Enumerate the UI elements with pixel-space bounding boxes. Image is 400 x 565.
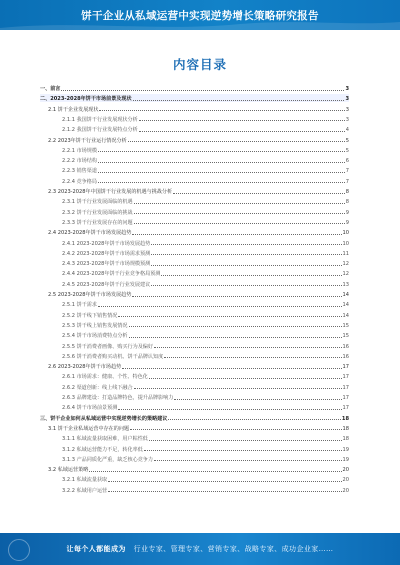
toc-leader-dots [151, 265, 341, 266]
toc-entry[interactable] [62, 486, 349, 494]
toc-entry-page: 20 [342, 487, 349, 494]
toc-entry-label: 2.3.1 饼干行业发展面临的机遇 [62, 199, 133, 206]
toc-entry-page: 16 [342, 353, 349, 360]
toc-entry-label: 2.6.2 渠道创新：线上线下融合 [62, 384, 133, 391]
toc-entry-page: 17 [342, 395, 349, 401]
toc-entry-page: 9 [345, 219, 349, 226]
toc-entry-page: 14 [342, 312, 349, 319]
toc-entry-page: 6 [345, 158, 349, 165]
toc-entry-label: 二、2023-2028年饼干市场前景及现状 [40, 96, 132, 103]
toc-leader-dots [118, 316, 341, 317]
toc-entry[interactable] [48, 136, 349, 144]
toc-entry-label: 3.2.2 私域用户运营 [62, 487, 108, 494]
toc-entry-label: 2.6.1 市场需求：健康、个性、特色化 [62, 374, 148, 381]
toc-entry[interactable] [48, 105, 349, 113]
toc-leader-dots [134, 223, 345, 224]
toc-leader-dots [134, 388, 342, 389]
toc-entry[interactable] [62, 239, 349, 247]
toc-entry-label: 三、饼干企业如何从私域运营中实现逆势增长的策略建议 [40, 415, 168, 422]
toc-leader-dots [134, 213, 345, 214]
toc-leader-dots [99, 110, 344, 111]
toc-leader-dots [130, 429, 341, 430]
toc-leader-dots [118, 409, 341, 410]
toc-entry[interactable] [62, 197, 349, 205]
toc-entry-page: 15 [342, 322, 349, 329]
toc-entry[interactable] [62, 434, 349, 442]
toc-leader-dots [89, 471, 341, 472]
toc-entry-page: 14 [342, 292, 349, 298]
toc-entry-label: 2.6 2023-2028年饼干市场趋势 [48, 364, 122, 371]
toc-entry-page: 18 [342, 436, 349, 443]
toc-leader-dots [98, 172, 345, 173]
toc-entry-label: 3.1.3 产品同质化严重，缺乏核心竞争力 [62, 456, 153, 463]
toc-entry-page: 20 [342, 467, 349, 474]
toc-entry-page: 17 [342, 364, 349, 371]
toc-entry[interactable] [62, 331, 349, 339]
toc-entry-label: 2.4 2023-2028年饼干市场发展趋势 [48, 230, 132, 237]
toc-entry[interactable] [48, 465, 349, 473]
toc-leader-dots [161, 275, 341, 276]
toc-leader-dots [133, 100, 345, 101]
toc-entry-page: 8 [345, 189, 349, 195]
toc-entry-page: 12 [342, 271, 349, 278]
toc-leader-dots [139, 131, 345, 132]
toc-entry-label: 3.1.2 私域运营能力不足，转化率低 [62, 446, 143, 453]
toc-leader-dots [139, 120, 345, 121]
footer-slogan-roles: 行业专家、管理专家、营销专家、战略专家、成功企业家…… [133, 545, 334, 553]
toc-entry-page: 7 [345, 168, 349, 175]
toc-leader-dots [154, 460, 342, 461]
toc-entry-label: 2.4.2 2023-2028年饼干市场需求预测 [62, 250, 151, 257]
toc-entry[interactable] [48, 362, 349, 370]
toc-entry-label: 一、前言 [40, 86, 61, 92]
toc-entry[interactable] [62, 218, 349, 226]
toc-leader-dots [149, 378, 342, 379]
toc-entry-label: 3.1.1 私域流量获取困难，用户粘性低 [62, 436, 148, 443]
toc-entry[interactable] [62, 146, 349, 154]
toc-leader-dots [98, 162, 345, 163]
toc-entry-label: 2.3.2 饼干行业发展面临的挑战 [62, 209, 133, 216]
toc-entry[interactable] [62, 259, 349, 267]
toc-leader-dots [149, 440, 342, 441]
toc-entry[interactable] [40, 84, 349, 92]
toc-entry-label: 2.1 饼干企业发展现状 [48, 106, 99, 113]
toc-entry[interactable] [62, 352, 349, 360]
toc-entry[interactable] [40, 94, 349, 102]
toc-entry-page: 10 [342, 230, 349, 237]
toc-entry-page: 19 [342, 456, 349, 463]
toc-leader-dots [132, 234, 341, 235]
toc-entry-page: 19 [342, 446, 349, 453]
toc-entry-label: 3.1 饼干企业私域运营中存在的问题 [48, 425, 130, 432]
toc-leader-dots [134, 203, 345, 204]
toc-entry[interactable] [62, 445, 349, 453]
toc-entry[interactable] [62, 383, 349, 391]
toc-entry[interactable] [62, 249, 349, 257]
toc-entry-label: 2.3 2023-2028年中国饼干行业发展的机遇与挑战分析 [48, 189, 173, 195]
toc-entry[interactable] [62, 321, 349, 329]
toc-leader-dots [61, 90, 344, 91]
toc-entry-page: 10 [342, 240, 349, 247]
toc-entry[interactable] [62, 311, 349, 319]
toc-entry[interactable] [62, 115, 349, 123]
toc-entry-label: 2.4.4 2023-2028年饼干行业竞争格局预测 [62, 271, 161, 278]
toc-entry-page: 15 [342, 333, 349, 340]
toc-entry-label: 2.6.3 品牌建设：打造品牌特色，提升品牌影响力 [62, 395, 174, 401]
toc-leader-dots [108, 481, 341, 482]
toc-leader-dots [151, 244, 341, 245]
toc-entry-page: 17 [342, 384, 349, 391]
toc-leader-dots [132, 296, 341, 297]
toc-entry-page: 7 [345, 178, 349, 185]
toc-entry-page: 3 [345, 116, 349, 123]
toc-entry[interactable] [62, 156, 349, 164]
toc-entry-page: 9 [345, 209, 349, 216]
toc-entry-label: 2.5.5 饼干消费者画像、购买行为及偏好 [62, 343, 153, 350]
toc-entry-label: 2.1.1 我国饼干行业发展现状分析 [62, 116, 138, 123]
toc-entry-label: 3.2 私域运营策略 [48, 467, 89, 474]
toc-entry[interactable] [48, 424, 349, 432]
toc-entry-page: 18 [341, 415, 349, 422]
toc-entry-page: 5 [345, 137, 349, 144]
toc-entry-page: 17 [342, 374, 349, 381]
toc-entry-label: 2.5 2023-2028年饼干市场发展趋势 [48, 292, 132, 298]
toc-entry[interactable] [62, 342, 349, 350]
toc-entry[interactable] [62, 300, 349, 308]
toc-entry-label: 2.2 2023年饼干行业运行情况分析 [48, 137, 127, 144]
toc-entry[interactable] [62, 280, 349, 288]
toc-leader-dots [129, 326, 342, 327]
toc-entry-label: 2.5.2 饼干线下销售情况 [62, 312, 118, 319]
toc-entry-label: 2.5.6 饼干消费者购买动机、饼干品牌认知度 [62, 353, 164, 360]
toc-entry-label: 2.5.1 饼干需求 [62, 302, 97, 309]
toc-entry[interactable] [62, 269, 349, 277]
toc-entry-page: 3 [345, 96, 349, 103]
toc-entry-label: 3.2.1 私域流量获取 [62, 477, 108, 484]
toc-entry-page: 5 [345, 147, 349, 154]
toc-entry[interactable] [62, 393, 349, 401]
toc-entry-label: 2.2.1 市场规模 [62, 147, 97, 154]
toc-entry[interactable] [48, 290, 349, 298]
toc-leader-dots [129, 337, 342, 338]
toc-heading: 内容目录 [172, 57, 227, 72]
toc-leader-dots [173, 193, 345, 194]
toc-leader-dots [128, 141, 345, 142]
toc-leader-dots [168, 419, 341, 420]
toc-entry-label: 2.2.3 销售渠道 [62, 168, 97, 175]
toc-leader-dots [174, 399, 341, 400]
toc-entry[interactable] [62, 208, 349, 216]
footer-banner [0, 533, 400, 565]
toc-entry-page: 20 [342, 477, 349, 484]
toc-entry[interactable] [62, 403, 349, 411]
toc-entry[interactable] [40, 414, 349, 422]
toc-entry-page: 16 [342, 343, 349, 350]
toc-entry-label: 2.4.5 2023-2028年饼干行业发展建议 [62, 281, 151, 288]
toc-entry-page: 3 [345, 106, 349, 113]
report-header-banner [0, 0, 400, 30]
toc-leader-dots [108, 491, 341, 492]
toc-entry-page: 8 [345, 199, 349, 206]
toc-entry[interactable] [62, 372, 349, 380]
report-title: 饼干企业从私域运营中实现逆势增长策略研究报告 [81, 9, 319, 22]
toc-entry-label: 2.6.4 饼干市场前景预测 [62, 405, 118, 412]
toc-entry-page: 3 [345, 86, 349, 92]
toc-entry[interactable] [48, 187, 349, 195]
toc-entry-page: 11 [342, 250, 349, 257]
header-wave-decoration [0, 18, 400, 32]
toc-entry[interactable] [62, 166, 349, 174]
toc-entry[interactable] [62, 125, 349, 133]
toc-leader-dots [164, 357, 341, 358]
toc-leader-dots [98, 182, 345, 183]
toc-entry-page: 12 [342, 261, 349, 268]
toc-entry-label: 2.5.3 饼干线上销售发展情况 [62, 322, 128, 329]
toc-entry-label: 2.2.4 竞争格局 [62, 178, 97, 185]
toc-leader-dots [151, 254, 341, 255]
footer-slogan [67, 544, 334, 554]
toc-entry-label: 2.4.1 2023-2028年饼干市场发展趋势 [62, 240, 151, 247]
toc-entry-label: 2.1.2 我国饼干行业发展特点分析 [62, 127, 138, 134]
footer-circle-decoration [8, 539, 30, 561]
toc-entry-label: 2.5.4 饼干市场消费特点分析 [62, 333, 128, 340]
toc-entry[interactable] [48, 228, 349, 236]
toc-entry-label: 2.2.2 市场结构 [62, 158, 97, 165]
toc-leader-dots [151, 285, 341, 286]
toc-entry[interactable] [62, 475, 349, 483]
toc-entry-page: 14 [342, 302, 349, 309]
toc-leader-dots [98, 151, 345, 152]
toc-entry-page: 18 [342, 425, 349, 432]
toc-entry-label: 2.3.3 饼干行业发展存在的问题 [62, 219, 133, 226]
toc-entry[interactable] [62, 177, 349, 185]
toc-leader-dots [154, 347, 342, 348]
toc-entry[interactable] [62, 455, 349, 463]
toc-entry-page: 17 [342, 405, 349, 412]
toc-entry-page: 13 [342, 281, 349, 288]
toc-entry-label: 2.4.3 2023-2028年饼干市场规模预测 [62, 261, 151, 268]
toc-leader-dots [122, 368, 341, 369]
toc-leader-dots [98, 306, 342, 307]
footer-slogan-lead: 让每个人都能成为 [66, 545, 126, 553]
toc-entry-page: 4 [345, 127, 349, 134]
toc-leader-dots [144, 450, 342, 451]
